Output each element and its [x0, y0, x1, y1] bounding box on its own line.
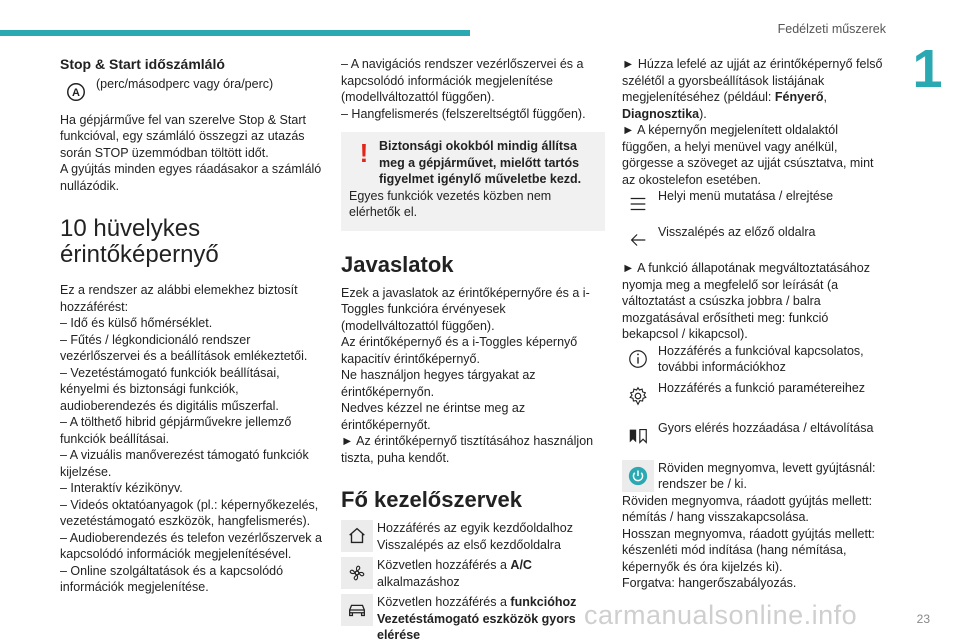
touchscreen-intro: Ez a rendszer az alábbi elemekhez biztosít hozzáférést:: [60, 283, 298, 314]
stop-start-icon-text: (perc/másodperc vagy óra/perc): [96, 76, 274, 91]
power-para: Hosszan megnyomva, ráadott gyújtás mellett: készenléti mód indítása (hang némítása, képernyők és óra kijelzés ki).: [622, 526, 875, 574]
swipe-down-para: ► Húzza lefelé az ujját az érintőképernyő felső szélétől a gyorsbeállítások listájának megjelenítéséhez (például: Fényerő, Diagnosztika).: [622, 57, 883, 121]
tips-para: Nedves kézzel ne érintse meg az érintőképernyőt.: [341, 401, 526, 432]
stop-start-timer-icon: [60, 76, 92, 108]
page-number: 23: [916, 612, 930, 626]
feature-item: – Vezetéstámogató funkciók beállításai, kényelmi és biztonsági funkciók, audioberendezés és digitális műszerfal.: [60, 365, 280, 413]
warning-exclamation-icon: !: [359, 138, 369, 168]
gear-icon: [622, 380, 654, 412]
scroll-para: ► A képernyőn megjelenített oldalaktól függően, a helyi menüvel vagy anélkül, görgesse a szöveget az ujját csúsztatva, mint az okostelefon esetében.: [622, 123, 874, 187]
stop-start-para-1: Ha gépjárműve fel van szerelve Stop & Start funkcióval, egy számláló összegzi az utazás során STOP üzemmódban töltött időt.: [60, 112, 306, 160]
stop-start-icon-row: [60, 76, 322, 108]
control-drive-text: Közvetlen hozzáférés a funkcióhoz Vezetéstámogató eszközök gyors elérése: [377, 595, 577, 642]
car-icon: [341, 594, 373, 626]
chapter-number: 1: [912, 39, 943, 99]
fan-icon: [341, 557, 373, 589]
tips-para: Ne használjon hegyes tárgyakat az érintőképernyőn.: [341, 368, 536, 399]
feature-item: – Interaktív kézikönyv.: [60, 481, 183, 495]
info-icon: [622, 343, 654, 375]
bookmark-text: Gyors elérés hozzáadása / eltávolítása: [658, 420, 874, 435]
gear-row: [622, 380, 888, 412]
svg-text:A: A: [72, 86, 80, 99]
tips-para: Az érintőképernyő és a i-Toggles képernyő kapacitív érintőképernyő.: [341, 335, 578, 366]
header-accent-bar: [0, 30, 470, 36]
feature-item: – Videós oktatóanyagok (pl.: képernyőkezelés, vezetéstámogató eszközök, hangfelismerés).: [60, 497, 319, 528]
control-home-row: [341, 520, 605, 553]
info-text: Hozzáférés a funkcióval kapcsolatos, további információkhoz: [658, 343, 864, 374]
column-3: [622, 56, 888, 592]
section-header-title: Fedélzeti műszerek: [777, 22, 886, 36]
power-row: [622, 460, 888, 493]
feature-item: – A navigációs rendszer vezérlőszervei és a kapcsolódó információk megjelenítése (modellváltozattól függően).: [341, 57, 584, 104]
touchscreen-title: 10 hüvelykes érintőképernyő: [60, 215, 219, 268]
control-ac-text: Közvetlen hozzáférés a A/C alkalmazáshoz: [377, 558, 532, 589]
watermark: carmanualsonline.info: [584, 600, 858, 630]
back-arrow-icon: [622, 224, 654, 256]
control-drive-row: [341, 594, 605, 644]
tips-para: ► Az érintőképernyő tisztításához használjon tiszta, puha kendőt.: [341, 434, 594, 465]
feature-item: – Online szolgáltatások és a kapcsolódó információk megjelenítése.: [60, 563, 284, 594]
control-ac-row: [341, 557, 605, 590]
tips-title: Javaslatok: [341, 251, 454, 277]
tips-para: Ezek a javaslatok az érintőképernyőre és a i-Toggles funkcióra érvényesek (modellváltozattól függően).: [341, 285, 590, 333]
column-1: [60, 56, 322, 596]
back-text: Visszalépés az előző oldalra: [658, 225, 816, 239]
menu-row: [622, 188, 888, 220]
bookmark-icon: [622, 420, 654, 452]
power-para: Forgatva: hangerőszabályozás.: [622, 576, 797, 590]
gear-text: Hozzáférés a funkció paramétereihez: [658, 380, 866, 395]
home-icon: [341, 520, 373, 552]
power-knob-icon: [622, 460, 654, 492]
bookmark-row: [622, 420, 888, 452]
menu-icon: [622, 188, 654, 220]
stop-start-para-2: A gyújtás minden egyes ráadásakor a számláló nullázódik.: [60, 162, 322, 193]
feature-item: – Audioberendezés és telefon vezérlőszervek a kapcsolódó információk megjelenítésével.: [60, 530, 322, 561]
feature-item: – A vizuális manőverezést támogató funkciók kijelzése.: [60, 448, 309, 479]
warning-text: Egyes funkciók vezetés közben nem elérhetők el.: [349, 188, 552, 219]
feature-item: – Fűtés / légkondicionáló rendszer vezérlőszervei és a beállítások emlékeztetői.: [60, 332, 308, 363]
power-text: Röviden megnyomva, levett gyújtásnál: rendszer be / ki.: [658, 460, 876, 491]
toggle-para: ► A funkció állapotának megváltoztatásához nyomja meg a megfelelő sor leírását (a változtatást a csúszka jobbra / balra mozgatásával erősítheti meg: funkció bekapcsol / kikapcsol).: [622, 261, 870, 341]
info-row: [622, 343, 888, 376]
back-row: [622, 224, 888, 256]
control-home-text: Hozzáférés az egyik kezdőoldalhoz Visszalépés az első kezdőoldalra: [377, 521, 573, 552]
controls-title: Fő kezelőszervek: [341, 487, 522, 512]
warning-bold-text: Biztonsági okokból mindig állítsa meg a gépjárművet, mielőtt tartós figyelmet igénylő műveletbe kezd.: [379, 139, 582, 186]
power-para: Röviden megnyomva, ráadott gyújtás mellett: némítás / hang visszakapcsolása.: [622, 493, 873, 524]
feature-item: – Hangfelismerés (felszereltségtől függően).: [341, 106, 586, 121]
stop-start-title: Stop & Start időszámláló: [60, 56, 225, 72]
menu-text: Helyi menü mutatása / elrejtése: [658, 189, 834, 203]
safety-warning-box: [341, 132, 605, 231]
feature-item: – Idő és külső hőmérséklet.: [60, 316, 213, 330]
column-2: [341, 56, 605, 644]
feature-item: – A tölthető hibrid gépjárművekre jellemző funkciók beállításai.: [60, 415, 292, 446]
